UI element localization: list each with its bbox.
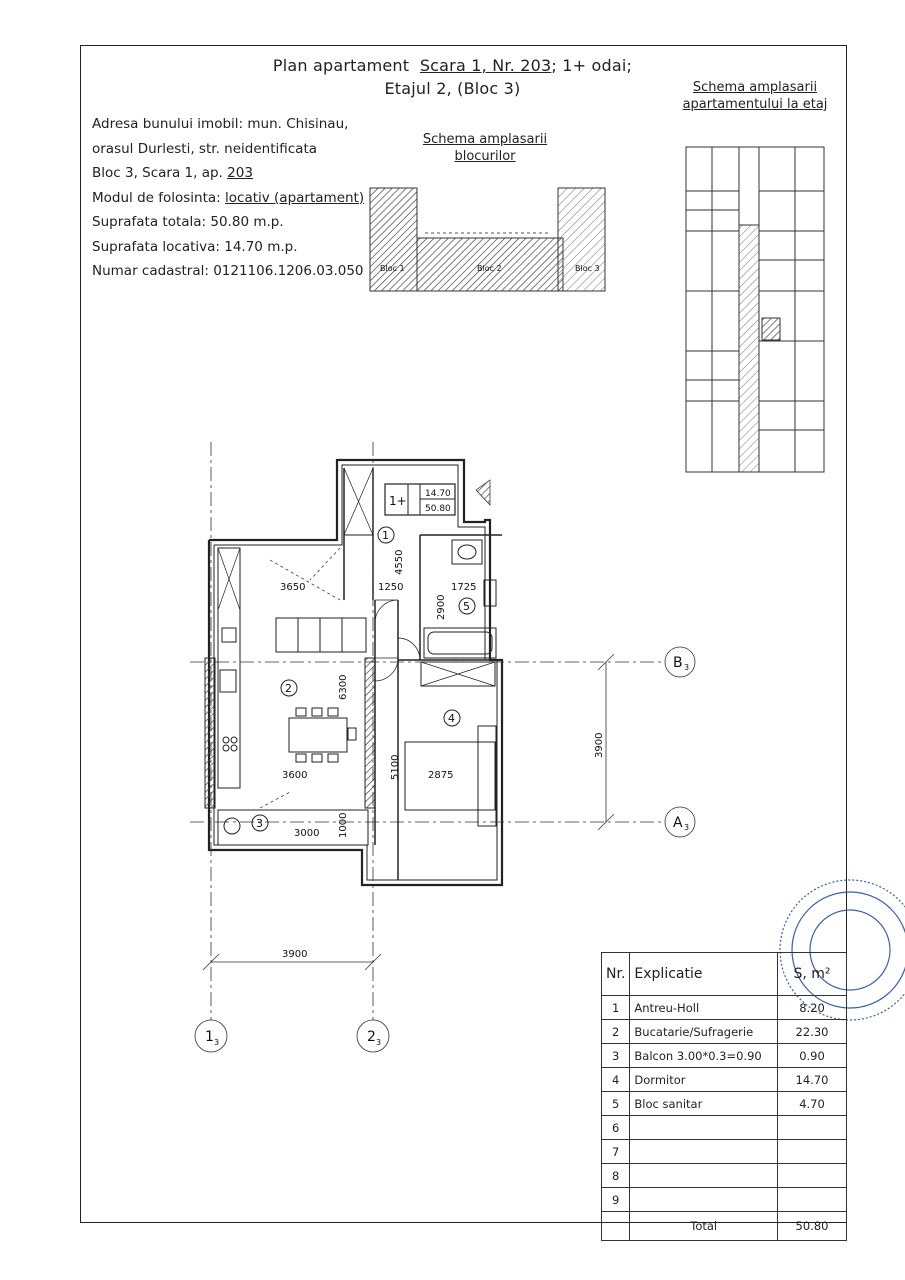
- axis-1-3: 1: [205, 1029, 214, 1045]
- dim-3900-horizontal: 3900: [282, 949, 308, 960]
- bloc2-label: Bloc 2: [477, 264, 502, 273]
- dim-1725: 1725: [451, 582, 477, 593]
- plan-subtitle: Etajul 2, (Bloc 3): [384, 79, 521, 98]
- info-city: orasul Durlesti, str. neidentificata: [92, 140, 318, 157]
- info-block: Bloc 3, Scara 1, ap. 203: [92, 165, 253, 181]
- svg-text:3: 3: [684, 823, 690, 832]
- table-row: 1 Antreu-Holl 8.20: [602, 996, 847, 1020]
- axis-b3: B: [673, 655, 683, 671]
- table-row: 8: [602, 1164, 847, 1188]
- stamp-type: 1+: [389, 494, 407, 508]
- info-usage: Modul de folosinta: locativ (apartament): [92, 189, 365, 206]
- table-row: 4 Dormitor 14.70: [602, 1068, 847, 1092]
- stamp-living: 14.70: [425, 489, 451, 499]
- dim-3000: 3000: [294, 828, 320, 839]
- room-number-4: 4: [448, 712, 455, 725]
- floor-schema: [686, 147, 824, 472]
- axis-a3: A: [673, 815, 683, 831]
- dim-1250: 1250: [378, 582, 404, 593]
- table-row: 2 Bucatarie/Sufragerie 22.30: [602, 1020, 847, 1044]
- axis-2-3: 2: [367, 1029, 376, 1045]
- title-scara: Scara 1, Nr. 203: [419, 56, 552, 75]
- table-row: 6: [602, 1116, 847, 1140]
- bloc1-shape: [370, 188, 417, 291]
- title-suffix: ; 1+ odai;: [551, 56, 633, 75]
- total-value: 50.80: [778, 1212, 847, 1241]
- col-suprafata: S, m²: [778, 953, 847, 996]
- dim-4550: 4550: [394, 549, 405, 575]
- room-number-1: 1: [382, 529, 389, 542]
- info-cadastral: Numar cadastral: 0121106.1206.03.050: [92, 263, 364, 279]
- site-plan: [370, 188, 605, 291]
- bloc1-label: Bloc 1: [380, 264, 405, 273]
- info-address: Adresa bunului imobil: mun. Chisinau,: [92, 116, 349, 132]
- total-label: Total: [630, 1212, 778, 1241]
- dimensions: [280, 550, 605, 960]
- schema-blocuri-caption: Schema amplasarii blocurilor: [422, 132, 548, 164]
- table-row: 3 Balcon 3.00*0.3=0.90 0.90: [602, 1044, 847, 1068]
- svg-text:3: 3: [214, 1038, 220, 1047]
- dim-2875: 2875: [428, 770, 454, 781]
- bloc3-label: Bloc 3: [575, 264, 600, 273]
- table-row: 5 Bloc sanitar 4.70: [602, 1092, 847, 1116]
- dim-3650: 3650: [280, 582, 306, 593]
- bloc3-shape: [558, 188, 605, 291]
- dim-3600: 3600: [282, 770, 308, 781]
- stamp-total: 50.80: [425, 504, 451, 514]
- info-total-area: Suprafata totala: 50.80 m.p.: [92, 214, 284, 230]
- dim-3900-vertical: 3900: [594, 732, 605, 758]
- apartment-plan: [205, 460, 502, 885]
- dim-1000: 1000: [338, 812, 349, 838]
- svg-text:3: 3: [684, 663, 690, 672]
- col-explicatie: Explicatie: [630, 953, 778, 996]
- svg-text:3: 3: [376, 1038, 382, 1047]
- schema-etaj-caption: Schema amplasarii apartamentului la etaj: [682, 80, 828, 112]
- dim-5100: 5100: [390, 754, 401, 780]
- table-row: 9: [602, 1188, 847, 1212]
- title-prefix: Plan apartament: [272, 56, 410, 75]
- room-number-3: 3: [256, 817, 263, 830]
- rooms-table: [601, 952, 847, 1241]
- table-total-row: [602, 1212, 847, 1241]
- dim-6300: 6300: [338, 674, 349, 700]
- room-number-2: 2: [285, 682, 292, 695]
- table-row: 7: [602, 1140, 847, 1164]
- dim-2900: 2900: [436, 594, 447, 620]
- room-number-5: 5: [463, 600, 470, 613]
- info-living-area: Suprafata locativa: 14.70 m.p.: [92, 238, 298, 255]
- apartment-stamp: [385, 484, 455, 515]
- col-nr: Nr.: [602, 953, 630, 996]
